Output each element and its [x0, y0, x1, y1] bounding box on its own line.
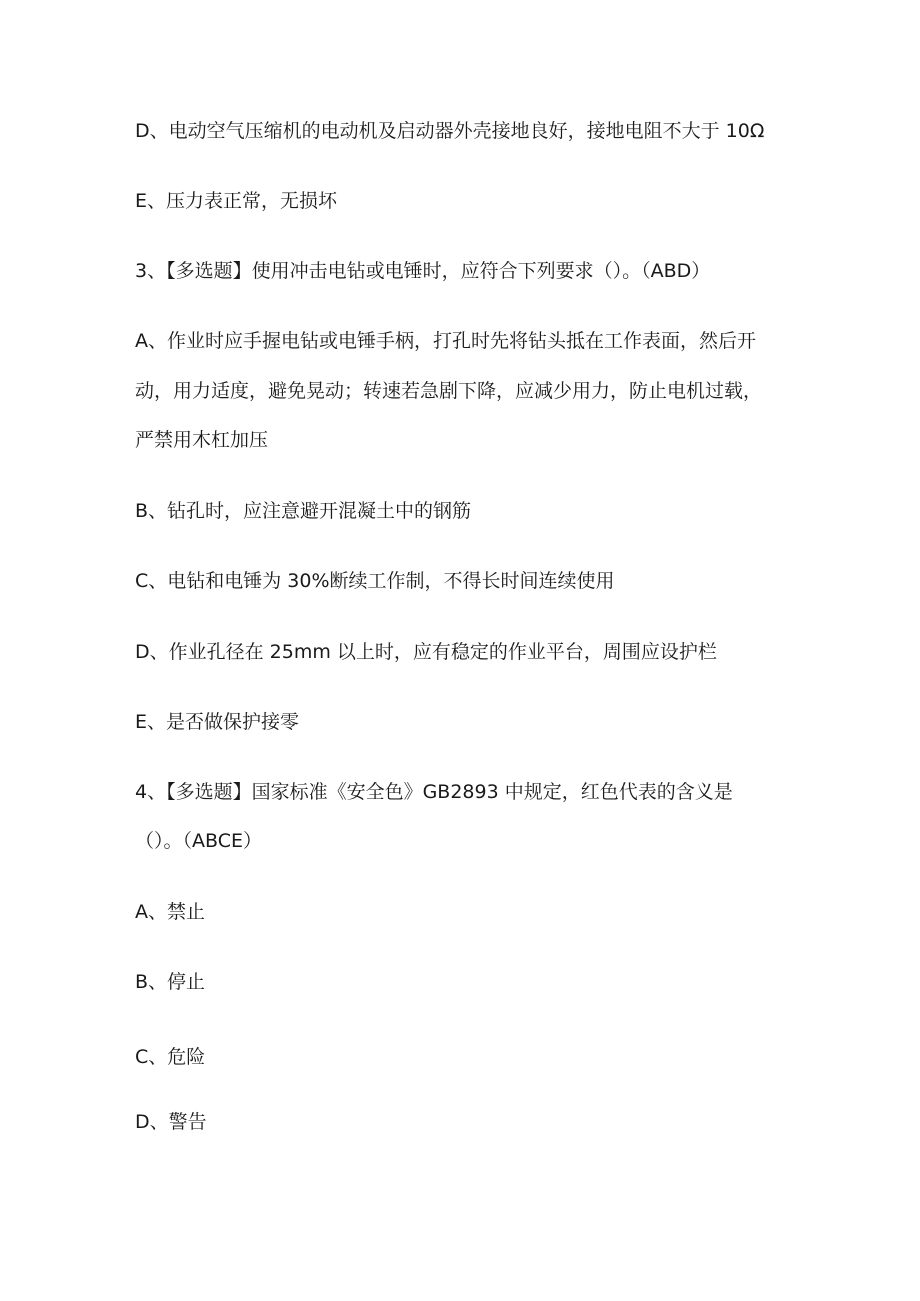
question-4-line-1: 4、【多选题】国家标准《安全色》GB2893 中规定，红色代表的含义是: [135, 781, 733, 803]
option-d-work-platform: D、作业孔径在 25mm 以上时，应有稳定的作业平台，周围应设护栏: [135, 641, 717, 663]
option-d-compressor-grounding: D、电动空气压缩机的电动机及启动器外壳接地良好，接地电阻不大于 10Ω: [135, 120, 765, 142]
option-a-hold-handle-line-3: 严禁用木杠加压: [135, 429, 269, 451]
option-e-pressure-gauge: E、压力表正常，无损坏: [135, 190, 338, 212]
option-a-prohibit: A、禁止: [135, 901, 205, 923]
option-c-intermittent-duty: C、电钻和电锤为 30%断续工作制，不得长时间连续使用: [135, 570, 615, 592]
option-a-hold-handle-line-1: A、作业时应手握电钻或电锤手柄，打孔时先将钻头抵在工作表面，然后开: [135, 330, 756, 352]
option-d-warning: D、警告: [135, 1111, 207, 1133]
option-b-avoid-rebar: B、钻孔时，应注意避开混凝土中的钢筋: [135, 500, 472, 522]
question-3: 3、【多选题】使用冲击电钻或电锤时，应符合下列要求（）。（ABD）: [135, 260, 711, 282]
option-c-danger: C、危险: [135, 1046, 206, 1068]
option-a-hold-handle-line-2: 动，用力适度，避免晃动；转速若急剧下降，应减少用力，防止电机过载，: [135, 380, 763, 402]
option-e-protective-neutral: E、是否做保护接零: [135, 711, 300, 733]
question-4-line-2: （）。（ABCE）: [135, 830, 262, 852]
option-b-stop: B、停止: [135, 971, 206, 993]
